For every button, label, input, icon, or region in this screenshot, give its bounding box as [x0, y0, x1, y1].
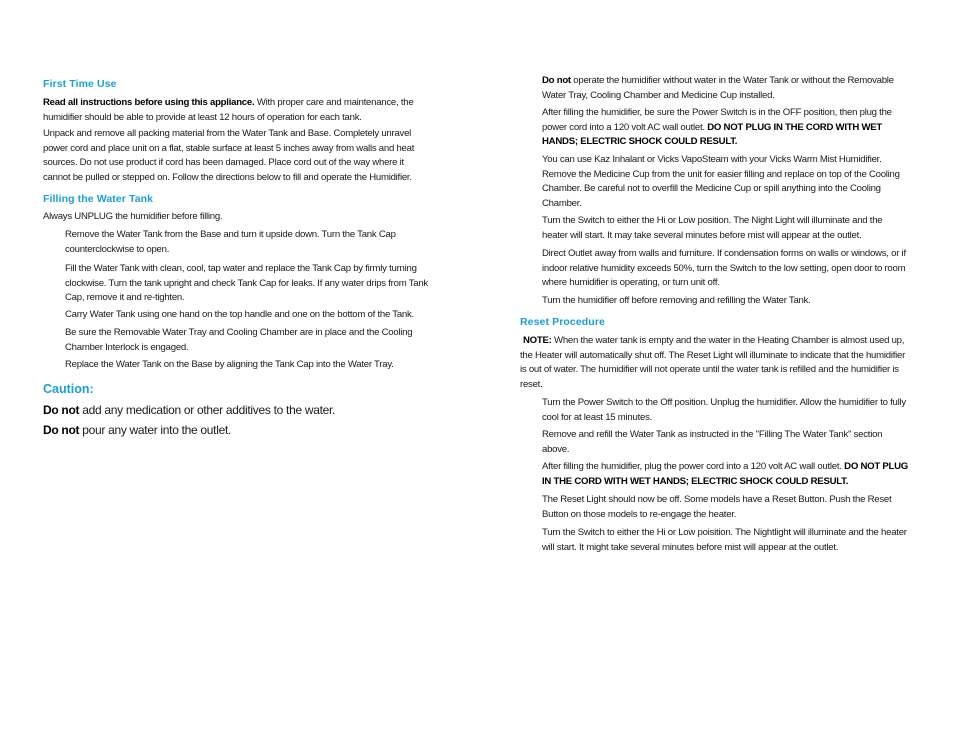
switch-paragraph: Turn the Switch to either the Hi or Low position. The Night Light will illuminate and the heater will start. It may take several minutes before mist will appear at the outlet.: [542, 215, 883, 241]
reset-step-2: Remove and refill the Water Tank as instructed in the "Filling The Water Tank" section above.: [542, 429, 883, 455]
filling-step-4: Be sure the Removable Water Tray and Cooling Chamber are in place and the Cooling Chamber Interlock is engaged.: [65, 327, 413, 353]
inhalant-paragraph: You can use Kaz Inhalant or Vicks VapoSteam with your Vicks Warm Mist Humidifier. Remove the Medicine Cup from the unit for easier filling and replace on top of the Cooling Chamber. Be careful not to overfill the Medicine Cup or spill anything into the Cooling Chamber.: [542, 154, 900, 209]
reset-step-3: [542, 460, 910, 489]
filling-step-3: Carry Water Tank using one hand on the top handle and one on the bottom of the Tank.: [65, 309, 414, 320]
reset-procedure-heading: Reset Procedure: [520, 316, 605, 328]
reset-note-paragraph: [520, 334, 910, 392]
power-switch-paragraph: [542, 106, 910, 150]
caution-line-1: [43, 402, 335, 418]
caution-line-2-text: pour any water into the outlet.: [79, 423, 232, 437]
filling-heading: Filling the Water Tank: [43, 193, 154, 205]
read-instructions-text: With proper care and maintenance, the humidifier should be able to provide at least 12 hours of operation for each tank.: [43, 97, 414, 123]
filling-step-1: Remove the Water Tank from the Base and turn it upside down. Turn the Tank Cap counterclockwise to open.: [65, 229, 396, 255]
reset-step-1: Turn the Power Switch to the Off position. Unplug the humidifier. Allow the humidifier to fully cool for at least 15 minutes.: [542, 397, 906, 423]
do-not-operate-bold: Do not: [542, 75, 571, 86]
filling-intro: Always UNPLUG the humidifier before filling.: [43, 211, 223, 222]
caution-line-1-bold: Do not: [43, 403, 80, 417]
turn-off-paragraph: Turn the humidifier off before removing and refilling the Water Tank.: [542, 295, 811, 306]
reset-step-5: Turn the Switch to either the Hi or Low poisition. The Nightlight will illuminate and the heater will start. It might take several minutes before mist will appear at the outlet.: [542, 527, 907, 553]
filling-step-5: Replace the Water Tank on the Base by aligning the Tank Cap into the Water Tray.: [65, 359, 394, 370]
first-time-use-paragraph-2: Unpack and remove all packing material from the Water Tank and Base. Completely unravel power cord and place unit on a flat, stable surface at least 5 inches away from walls and heat sources. Do not use product if cord has been damaged. Place cord out of the way where it cannot be pulled or stepped on. Follow the directions below to fill and operate the Humidifier.: [43, 128, 415, 183]
power-switch-text: After filling the humidifier, be sure the Power Switch is in the OFF position, then plug the power cord into a 120 volt AC wall outlet.: [542, 107, 892, 133]
do-not-operate-text: operate the humidifier without water in the Water Tank or without the Removable Water Tray, Cooling Chamber and Medicine Cup installed.: [542, 75, 894, 101]
caution-line-1-text: add any medication or other additives to the water.: [79, 403, 336, 417]
read-instructions-bold: Read all instructions before using this appliance.: [43, 97, 255, 108]
reset-note-text: When the water tank is empty and the water in the Heating Chamber is almost used up, the Heater will automatically shut off. The Reset Light will illuminate to indicate that the humidifier is out of water. The humidifier will not operate until the water tank is refilled and the humidifier is reset.: [520, 335, 906, 390]
reset-step-4: The Reset Light should now be off. Some models have a Reset Button. Push the Reset Button on those models to re-engage the heater.: [542, 494, 892, 520]
first-time-use-paragraph-1: [43, 96, 431, 125]
caution-line-2-bold: Do not: [43, 423, 80, 437]
direct-outlet-paragraph: Direct Outlet away from walls and furniture. If condensation forms on walls or windows, or if indoor relative humidity exceeds 50%, turn the Switch to the low setting, open door to room where humidifier is operating, or turn unit off.: [542, 248, 906, 288]
reset-note-bold: NOTE:: [523, 335, 552, 346]
first-time-use-heading: First Time Use: [43, 78, 117, 90]
do-not-operate-paragraph: [542, 74, 910, 103]
power-switch-warning: DO NOT PLUG IN THE CORD WITH WET HANDS; ELECTRIC SHOCK COULD RESULT.: [542, 121, 883, 147]
reset-step-3-text: After filling the humidifier, plug the power cord into a 120 volt AC wall outlet.: [542, 461, 845, 472]
filling-step-2: Fill the Water Tank with clean, cool, tap water and replace the Tank Cap by firmly turning clockwise. Turn the tank upright and check Tank Cap for leaks. If any water drips from Tank Cap, remove it and re-tighten.: [65, 263, 428, 303]
reset-step-3-warning: DO NOT PLUG IN THE CORD WITH WET HANDS; ELECTRIC SHOCK COULD RESULT.: [542, 461, 909, 487]
caution-heading: Caution:: [43, 382, 94, 396]
caution-line-2: [43, 422, 231, 438]
